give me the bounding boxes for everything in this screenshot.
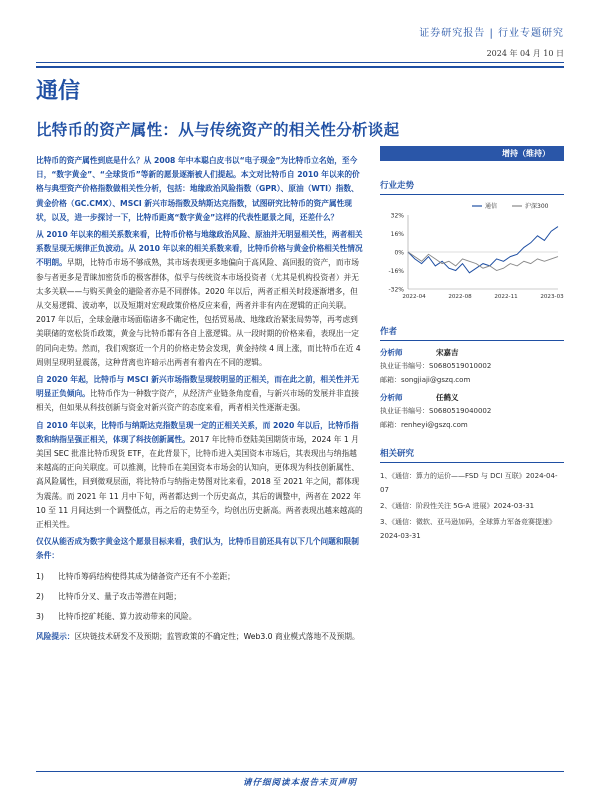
x-tick-label: 2022-08 (448, 294, 472, 300)
paragraph-2 (36, 373, 364, 416)
risk-warning (36, 630, 364, 644)
series-line-csi300 (408, 252, 558, 271)
y-tick-label: 32% (390, 212, 404, 220)
list-text: 比特币分叉、量子攻击等潜在问题； (58, 591, 182, 601)
list-num: 2) (36, 591, 44, 601)
legend-label: 沪深300 (525, 203, 549, 210)
y-tick-label: 16% (390, 231, 404, 238)
paragraph-3 (36, 419, 364, 533)
risk-label: 风险提示： (36, 632, 75, 642)
list-num: 1) (36, 571, 44, 581)
analyst-name: 任鹤义 (436, 393, 459, 402)
footer-disclaimer: 请仔细阅读本报告末页声明 (242, 778, 357, 788)
p2-text: 比特币作为一种数字资产，从经济产业链条角度看，与新兴市场的发展并非直接相关，但如果从科技创新与资金对新兴资产的态度来看，两者相关性逐渐走强。 (36, 389, 359, 413)
header-category (419, 24, 564, 59)
rating-badge: 增持（维持） (380, 146, 564, 161)
list-text: 比特币挖矿耗能、算力波动带来的风险。 (58, 612, 197, 622)
email-label: 邮箱： (380, 376, 401, 384)
cert-label: 执业证书编号： (380, 362, 429, 370)
related-report-item[interactable]: 2、《通信：阶段性关注 5G-A 进展》2024-03-31 (380, 502, 535, 510)
trend-heading: 行业走势 (380, 179, 564, 195)
analyst-row (380, 392, 564, 403)
related-report-item[interactable]: 3、《通信：微软、亚马逊加码，全球算力军备竞赛提速》2024-03-31 (380, 518, 556, 540)
trend-chart-svg (380, 199, 564, 309)
sidebar (380, 146, 564, 545)
y-tick-label: 0% (394, 249, 404, 257)
analyst-email (380, 419, 564, 431)
list-item (36, 570, 364, 584)
header-divider (36, 62, 564, 63)
series-line-telecom (408, 227, 558, 273)
analyst-role: 分析师 (380, 348, 403, 357)
email-value[interactable]: songjiaji@gszq.com (401, 376, 471, 384)
analyst-cert (380, 405, 564, 417)
report-category: 证券研究报告 | 行业专题研究 (419, 28, 564, 39)
x-tick-label: 2022-11 (494, 294, 518, 300)
analyst-row (380, 347, 564, 358)
analyst-name: 宋嘉吉 (436, 348, 459, 357)
related-report-item[interactable]: 1、《通信：算力的运价——FSD 与 DCI 互联》2024-04-07 (380, 472, 558, 494)
risk-text: 区块链技术研发不及预期；监管政策的不确定性；Web3.0 商业模式落地不及预期。 (74, 632, 360, 642)
list-text: 比特币筹码结构使得其成为储备资产还有不小差距； (58, 571, 235, 581)
p3-text: 2017 年比特币登陆美国期货市场，2024 年 1 月美国 SEC 批准比特币现货 ETF，在此背景下，比特币进入美国资本市场后，其表现出与纳指越来越高的正向关联度。可以推测，比特币在美国资本市场会的认知向，更体现为科技创新属性、高风险属性，回到微观层面，将比特币与纳指走势图对比来看，2018 至 2021 年之间，都体现为震荡。而 2021 年 11 月中下旬，两者都达到一个历史高点，其后的调整中，两者在 2022 年 10 至 11 月间达到一个调整低点，再之后的走势至今，均创出历史新高。两者表现出越来越高的正相关性。 (36, 434, 363, 530)
p1-bold: 从 2010 年以来的相关系数来看，比特币价格与地缘政治风险、原油并无明显相关性，两者相关系数呈现无规律正负波动。从 2010 年以来的相关系数来看，比特币价格与黄金价格相关性情况不明朗。 (36, 230, 363, 268)
industry-name: 通信 (36, 79, 81, 104)
intro-paragraph (36, 154, 364, 225)
x-tick-label: 2023-03 (540, 294, 564, 300)
report-title: 比特币的资产属性：从与传统资产的相关性分析谈起 (36, 121, 400, 139)
p2-bold: 自 2020 年起，比特币与 MSCI 新兴市场指数呈现较明显的正相关，而在此之前，相关性并无明显正负倾向。 (36, 375, 359, 399)
y-tick-label: -16% (388, 268, 404, 275)
analyst-block (380, 347, 564, 386)
trend-chart (380, 199, 564, 309)
header-divider-thick (36, 66, 564, 68)
intro-bold: 比特币的资产属性到底是什么？从 2008 年中本聪白皮书以“电子现金”为比特币立名始，至今日，“数字黄金”、“全球货币”等新的愿景逐渐被人们提起。本文对比特币自 2010 年以来的价格与典型资产价格指数做相关性分析，包括：地缘政治风险指数（GPR）、原油（WTI）指数、黄金价格（GC.CMX）、MSCI 新兴市场指数及纳斯达克指数，试图研究比特币的资产属性现状，以及，进一步探讨一下，比特币距离“数字黄金”这样的代表性愿景之间，还差什么？ (36, 156, 360, 222)
related-reports (380, 469, 564, 543)
lead-paragraph: 仅仅从能否成为数字黄金这个愿景目标来看，我们认为，比特币目前还具有以下几个问题和限制条件： (36, 537, 359, 561)
list-item (36, 610, 364, 624)
paragraph-1 (36, 228, 364, 370)
list-item (36, 590, 364, 604)
cert-value: S0680519010002 (429, 362, 492, 370)
cert-value: S0680519040002 (429, 407, 492, 415)
analyst-cert (380, 360, 564, 372)
p1-text: 早期，比特币市场不够成熟，其市场表现更多地偏向于高风险、高回报的资产，而市场参与者更多是青睐加密货币的极客群体，似乎与传统资本市场投资者（尤其是机构投资者）并无太多关联——与购买黄金的避险者亦是不同群体。2020 年以后，两者正相关时段逐渐增多，但从交易逻辑、波动率，以及短期对宏观政策价格反应来看，两者并非有内在逻辑的正向关联。2017 年以后，全球金融市场面临诸多不确定性，包括贸易战、地缘政治紧张局势等，再考虑到美联储的宽松货币政策，黄金与比特币都有各自上涨逻辑。从一段时期的价格来看，表现出一定的同向走势。然而，我们观察近一个月的价格走势会发现，黄金持续 4 周上涨，而比特币在近 4 周则呈现明显震荡，这种背离也许暗示出两者有着内在不同的逻辑。 (36, 258, 361, 367)
list-num: 3) (36, 612, 44, 622)
footer-divider (36, 771, 564, 772)
related-heading: 相关研究 (380, 447, 564, 463)
analyst-email (380, 374, 564, 386)
analyst-block (380, 392, 564, 431)
email-value[interactable]: renheyi@gszq.com (401, 421, 468, 429)
p3-bold: 自 2010 年以来，比特币与纳斯达克指数呈现一定的正相关关系，而 2020 年以后，比特币指数和纳指呈强正相关，体现了科技创新属性。 (36, 420, 359, 444)
report-date: 2024 年 04 月 10 日 (486, 49, 564, 58)
cert-label: 执业证书编号： (380, 407, 429, 415)
main-body (36, 154, 364, 648)
email-label: 邮箱： (380, 421, 401, 429)
authors-heading: 作者 (380, 325, 564, 341)
analyst-role: 分析师 (380, 393, 403, 402)
x-tick-label: 2022-04 (402, 294, 426, 300)
legend-label: 通信 (485, 203, 498, 210)
y-tick-label: -32% (388, 286, 404, 294)
